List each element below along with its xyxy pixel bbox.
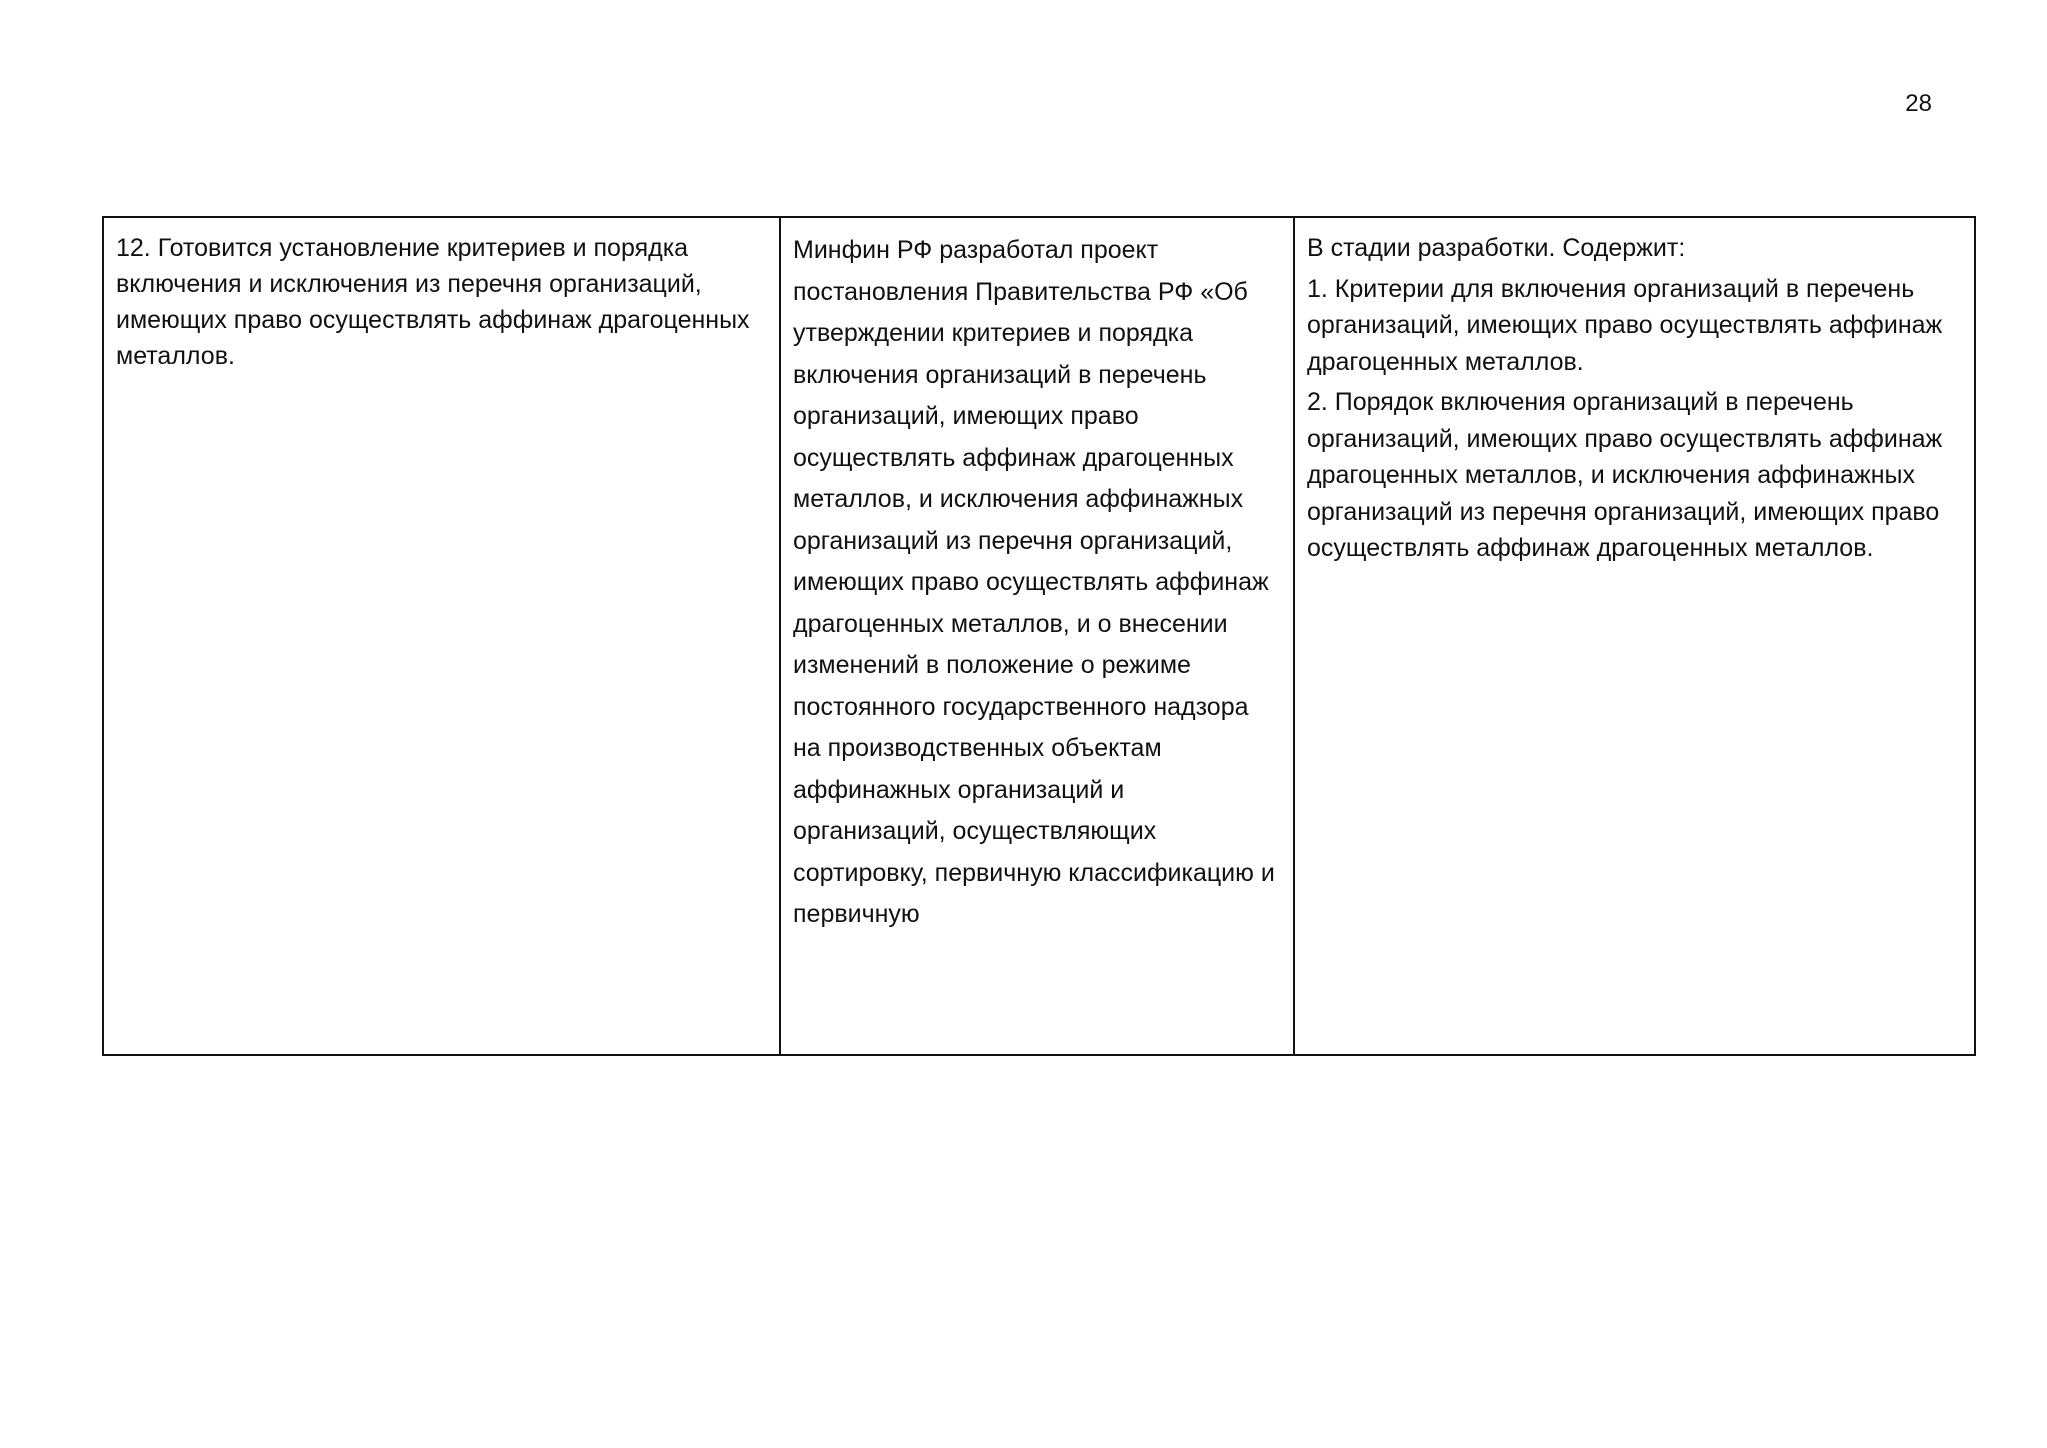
table-row	[103, 217, 1975, 1055]
status-item-1: 1. Критерии для включения организаций в перечень организаций, имеющих право осуществлять аффинаж драгоценных металлов.	[1307, 274, 1943, 376]
action-cell	[780, 217, 1294, 1055]
status-item-2: 2. Порядок включения организаций в перечень организаций, имеющих право осуществлять аффинаж драгоценных металлов, и исключения аффинажных организаций из перечня организаций, имеющих право осуществлять аффинаж драгоценных металлов.	[1307, 388, 1943, 562]
status-cell	[1294, 217, 1975, 1055]
document-table	[102, 216, 1976, 1056]
status-intro: В стадии разработки. Содержит:	[1307, 234, 1686, 262]
measure-cell	[103, 217, 780, 1055]
measure-text: 12. Готовится установление критериев и порядка включения и исключения из перечня организаций, имеющих право осуществлять аффинаж драгоценных металлов.	[116, 234, 750, 370]
page-number: 28	[1905, 90, 1932, 117]
action-text: Минфин РФ разработал проект постановления Правительства РФ «Об утверждении критериев и порядка включения организаций в перечень организаций, имеющих право осуществлять аффинаж драгоценных металлов, и исключения аффинажных организаций из перечня организаций, имеющих право осуществлять аффинаж драгоценных металлов, и о внесении изменений в положение о режиме постоянного государственного надзора на производственных объектам аффинажных организаций и организаций, осуществляющих сортировку, первичную классификацию и первичную	[793, 236, 1275, 928]
